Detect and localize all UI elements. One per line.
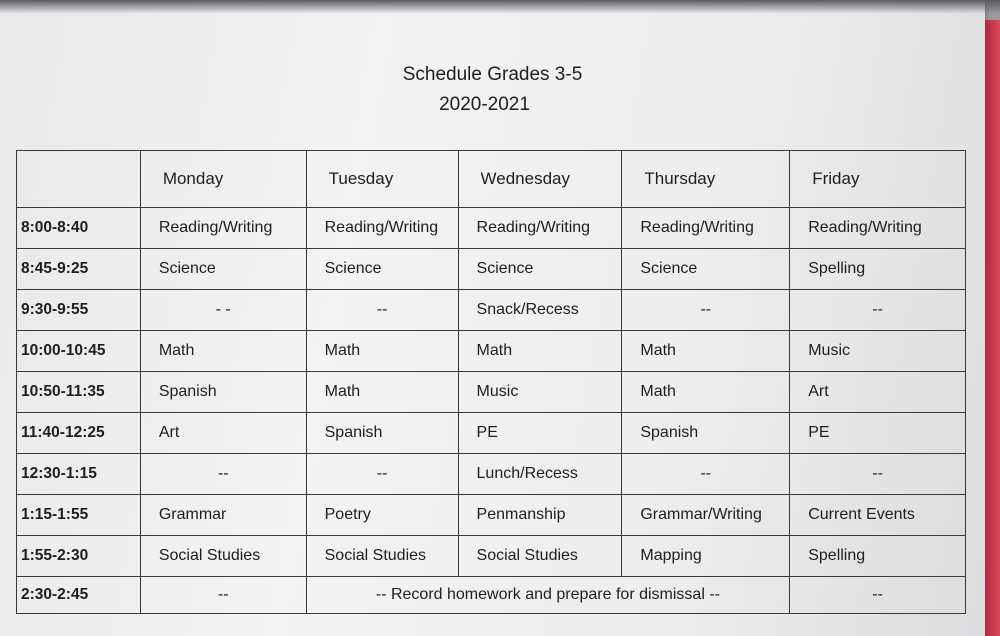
- time-slot: 10:50-11:35: [17, 372, 141, 413]
- table-row: [17, 372, 966, 413]
- class-cell: Reading/Writing: [458, 208, 622, 249]
- table-row: [17, 208, 966, 249]
- day-header: Tuesday: [306, 151, 458, 208]
- class-cell: --: [140, 577, 306, 614]
- class-cell: Grammar/Writing: [622, 495, 790, 536]
- schedule-table: [16, 150, 966, 614]
- class-cell: Math: [458, 331, 622, 372]
- class-cell: Science: [306, 249, 458, 290]
- class-cell: --: [790, 577, 966, 614]
- class-cell: Spanish: [622, 413, 790, 454]
- class-cell: Penmanship: [458, 495, 622, 536]
- class-cell: Snack/Recess: [458, 290, 622, 331]
- class-cell: Reading/Writing: [140, 208, 306, 249]
- class-cell: Grammar: [140, 495, 306, 536]
- class-cell: - -: [140, 290, 306, 331]
- class-cell: Math: [622, 372, 790, 413]
- class-cell: Art: [790, 372, 966, 413]
- time-slot: 11:40-12:25: [17, 413, 141, 454]
- table-row: [17, 536, 966, 577]
- time-slot: 1:55-2:30: [17, 536, 141, 577]
- day-header: Thursday: [622, 151, 790, 208]
- time-slot: 8:45-9:25: [17, 249, 141, 290]
- table-row: [17, 454, 966, 495]
- class-cell: Math: [622, 331, 790, 372]
- table-row: [17, 331, 966, 372]
- corner-cell: [17, 151, 141, 208]
- class-cell: --: [622, 454, 790, 495]
- schedule-title: Schedule Grades 3-5: [402, 64, 583, 85]
- class-cell: Spanish: [140, 372, 306, 413]
- time-slot: 8:00-8:40: [17, 208, 141, 249]
- class-cell: Reading/Writing: [306, 208, 458, 249]
- table-row: [17, 290, 966, 331]
- class-cell: Social Studies: [140, 536, 306, 577]
- class-cell: Social Studies: [458, 536, 622, 577]
- class-cell: Spanish: [306, 413, 458, 454]
- background-shadow: [0, 0, 1000, 14]
- day-header: Friday: [790, 151, 966, 208]
- class-cell: --: [790, 454, 966, 495]
- class-cell: Mapping: [622, 536, 790, 577]
- class-cell: Math: [306, 372, 458, 413]
- time-slot: 12:30-1:15: [17, 454, 141, 495]
- class-cell: Spelling: [790, 536, 966, 577]
- class-cell: Lunch/Recess: [458, 454, 622, 495]
- header-row: [17, 151, 966, 208]
- time-slot: 10:00-10:45: [17, 331, 141, 372]
- class-cell: Social Studies: [306, 536, 458, 577]
- table-row: [17, 495, 966, 536]
- time-slot: 1:15-1:55: [17, 495, 141, 536]
- class-cell: Math: [140, 331, 306, 372]
- class-cell: --: [306, 454, 458, 495]
- class-cell: Reading/Writing: [622, 208, 790, 249]
- class-cell: Science: [458, 249, 622, 290]
- day-header: Monday: [140, 151, 306, 208]
- class-cell: --: [790, 290, 966, 331]
- class-cell: Reading/Writing: [790, 208, 966, 249]
- class-cell: Science: [140, 249, 306, 290]
- dismissal-row: [17, 577, 966, 614]
- table-row: [17, 413, 966, 454]
- class-cell: --: [622, 290, 790, 331]
- table-row: [17, 249, 966, 290]
- class-cell: Current Events: [790, 495, 966, 536]
- class-cell: Poetry: [306, 495, 458, 536]
- time-slot: 9:30-9:55: [17, 290, 141, 331]
- class-cell: Math: [306, 331, 458, 372]
- class-cell: --: [140, 454, 306, 495]
- class-cell: --: [306, 290, 458, 331]
- class-cell: Science: [622, 249, 790, 290]
- class-cell: PE: [458, 413, 622, 454]
- day-header: Wednesday: [458, 151, 622, 208]
- class-cell: Music: [458, 372, 622, 413]
- class-cell: PE: [790, 413, 966, 454]
- class-cell: Art: [140, 413, 306, 454]
- dismissal-note: -- Record homework and prepare for dismissal --: [306, 577, 790, 614]
- class-cell: Music: [790, 331, 966, 372]
- binder-edge: [985, 20, 1000, 636]
- school-year: 2020-2021: [439, 94, 530, 115]
- time-slot: 2:30-2:45: [17, 577, 141, 614]
- class-cell: Spelling: [790, 249, 966, 290]
